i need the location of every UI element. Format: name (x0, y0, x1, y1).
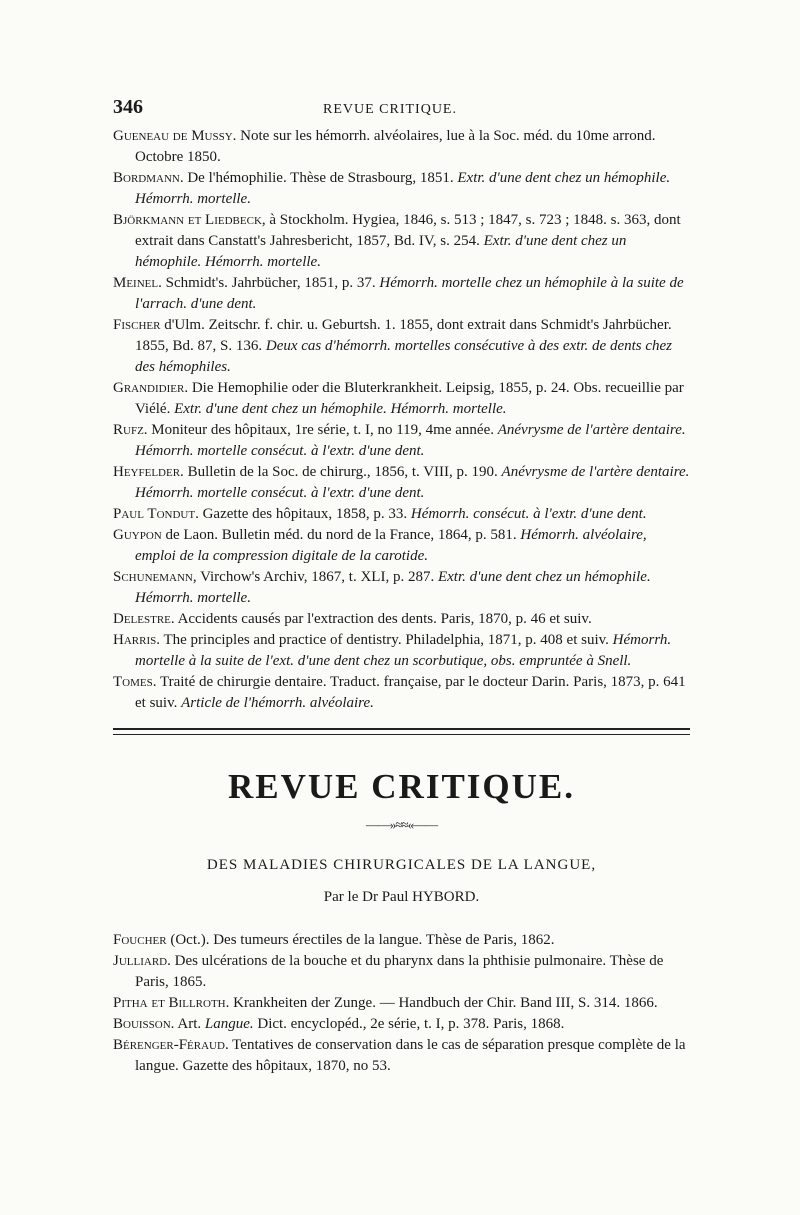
reference-italic-note: Hémorrh. consécut. à l'extr. d'une dent. (410, 506, 647, 522)
reference-entry (113, 210, 690, 273)
reference-text: The principles and practice of dentistry. Philadelphia, 1871, p. 408 et suiv. (159, 632, 613, 648)
article-subtitle: DES MALADIES CHIRURGICALES DE LA LANGUE, (206, 857, 597, 873)
reference-text: Gazette des hôpitaux, 1858, p. 33. (198, 506, 411, 522)
reference-author: Pitha et Billroth. (113, 995, 230, 1011)
reference-author: Harris. (113, 632, 160, 648)
reference-text: Des ulcérations de la bouche et du pharynx dans la phthisie pulmonaire. Thèse de Paris, 1865. (135, 953, 664, 990)
reference-text: à Stockholm. Hygiea, 1846, s. 513 ; 1847, s. 723 ; 1848. s. 363, dont extrait dans Canstatt's Jahresbericht, 1857, Bd. IV, s. 254. (135, 212, 681, 249)
reference-author: Gueneau de Mussy. (113, 128, 237, 144)
reference-entry (113, 1014, 690, 1035)
reference-text: Virchow's Archiv, 1867, t. XLI, p. 287. (196, 569, 438, 585)
reference-entry (113, 993, 690, 1014)
reference-author: Guypon (113, 527, 162, 543)
reference-italic-note: Hémorrh. alvéolaire, emploi de la compression digitale de la carotide. (135, 527, 647, 564)
reference-text: Bulletin de la Soc. de chirurg., 1856, t. VIII, p. 190. (183, 464, 502, 480)
reference-text: Moniteur des hôpitaux, 1re série, t. I, no 119, 4me année. (147, 422, 498, 438)
reference-entry (113, 525, 690, 567)
reference-entry (113, 672, 690, 714)
section-title: REVUE CRITIQUE. (228, 767, 575, 806)
reference-text-after: Dict. encyclopéd., 2e série, t. I, p. 378. Paris, 1868. (253, 1016, 565, 1032)
reference-author: Schunemann, (113, 569, 197, 585)
reference-author: Rufz. (113, 422, 148, 438)
reference-entry (113, 126, 690, 168)
running-title: REVUE CRITIQUE. (323, 102, 457, 117)
reference-italic-note: Extr. d'une dent chez un hémophile. Hémorrh. mortelle. (174, 401, 507, 417)
reference-author: Björkmann et Liedbeck, (113, 212, 266, 228)
page (113, 96, 690, 1077)
reference-text: (Oct.). Des tumeurs érectiles de la langue. Thèse de Paris, 1862. (166, 932, 555, 948)
reference-entry (113, 951, 690, 993)
reference-author: Paul Tondut. (113, 506, 199, 522)
reference-text: Tentatives de conservation dans le cas de séparation presque complète de la langue. Gazette des hôpitaux, 1870, no 53. (135, 1037, 686, 1074)
reference-text: Krankheiten der Zunge. — Handbuch der Chir. Band III, S. 314. 1866. (229, 995, 658, 1011)
reference-text: Traité de chirurgie dentaire. Traduct. française, par le docteur Darin. Paris, 1873, p. 641 et suiv. (135, 674, 686, 711)
reference-author: Meinel. (113, 275, 162, 291)
reference-text: De l'hémophilie. Thèse de Strasbourg, 1851. (183, 170, 458, 186)
reference-text: Schmidt's. Jahrbücher, 1851, p. 37. (161, 275, 380, 291)
reference-author: Fischer (113, 317, 161, 333)
reference-text: Art. (174, 1016, 205, 1032)
reference-entry (113, 420, 690, 462)
reference-entry (113, 315, 690, 378)
reference-italic-note: Extr. d'une dent chez un hémophile. Hémorrh. mortelle. (135, 233, 627, 270)
reference-italic-note: Anévrysme de l'artère dentaire. Hémorrh. mortelle consécut. à l'extr. d'une dent. (135, 464, 690, 501)
reference-entry (113, 378, 690, 420)
reference-italic-note: Anévrysme de l'artère dentaire. Hémorrh. mortelle consécut. à l'extr. d'une dent. (135, 422, 686, 459)
reference-entry (113, 1035, 690, 1077)
reference-italic-note: Hémorrh. mortelle à la suite de l'ext. d'une dent chez un scorbutique, obs. empruntée à Snell. (135, 632, 672, 669)
reference-entry (113, 462, 690, 504)
reference-author: Tomes. (113, 674, 157, 690)
reference-entry (113, 930, 690, 951)
reference-italic-note: Extr. d'une dent chez un hémophile. Hémorrh. mortelle. (135, 569, 651, 606)
reference-entry (113, 609, 690, 630)
reference-author: Bordmann. (113, 170, 184, 186)
reference-text: Accidents causés par l'extraction des dents. Paris, 1870, p. 46 et suiv. (174, 611, 592, 627)
references-top (113, 126, 690, 714)
reference-text: Die Hemophilie oder die Bluterkrankheit. Leipsig, 1855, p. 24. Obs. recueillie par Viélé. (135, 380, 684, 417)
reference-entry (113, 567, 690, 609)
reference-italic-note: Hémorrh. mortelle chez un hémophile à la suite de l'arrach. d'une dent. (135, 275, 684, 312)
reference-entry (113, 168, 690, 210)
reference-entry (113, 273, 690, 315)
page-number: 346 (113, 96, 143, 118)
reference-italic-note: Article de l'hémorrh. alvéolaire. (181, 695, 374, 711)
reference-author: Bérenger-Féraud. (113, 1037, 229, 1053)
reference-italic-note: Langue. (204, 1016, 254, 1032)
reference-entry (113, 630, 690, 672)
article-byline: Par le Dr Paul HYBORD. (323, 889, 480, 905)
running-head (113, 96, 690, 126)
reference-author: Heyfelder. (113, 464, 184, 480)
reference-author: Julliard. (113, 953, 171, 969)
reference-text: d'Ulm. Zeitschr. f. chir. u. Geburtsh. 1. 1855, dont extrait dans Schmidt's Jahrbücher. 1855, Bd. 87, S. 136. (135, 317, 672, 354)
reference-author: Grandidier. (113, 380, 189, 396)
reference-author: Delestre. (113, 611, 175, 627)
references-bottom (113, 930, 690, 1077)
reference-italic-note: Deux cas d'hémorrh. mortelles consécutive à des extr. de dents chez des hémophiles. (135, 338, 673, 375)
reference-text: Note sur les hémorrh. alvéolaires, lue à la Soc. méd. du 10me arrond. Octobre 1850. (135, 128, 656, 165)
reference-italic-note: Extr. d'une dent chez un hémophile. Hémorrh. mortelle. (135, 170, 671, 207)
reference-entry (113, 504, 690, 525)
reference-author: Foucher (113, 932, 167, 948)
reference-author: Bouisson. (113, 1016, 175, 1032)
double-rule-divider (113, 728, 690, 735)
ornament-divider: ——»≈≈«—— (365, 817, 438, 832)
reference-text: de Laon. Bulletin méd. du nord de la France, 1864, p. 581. (161, 527, 521, 543)
